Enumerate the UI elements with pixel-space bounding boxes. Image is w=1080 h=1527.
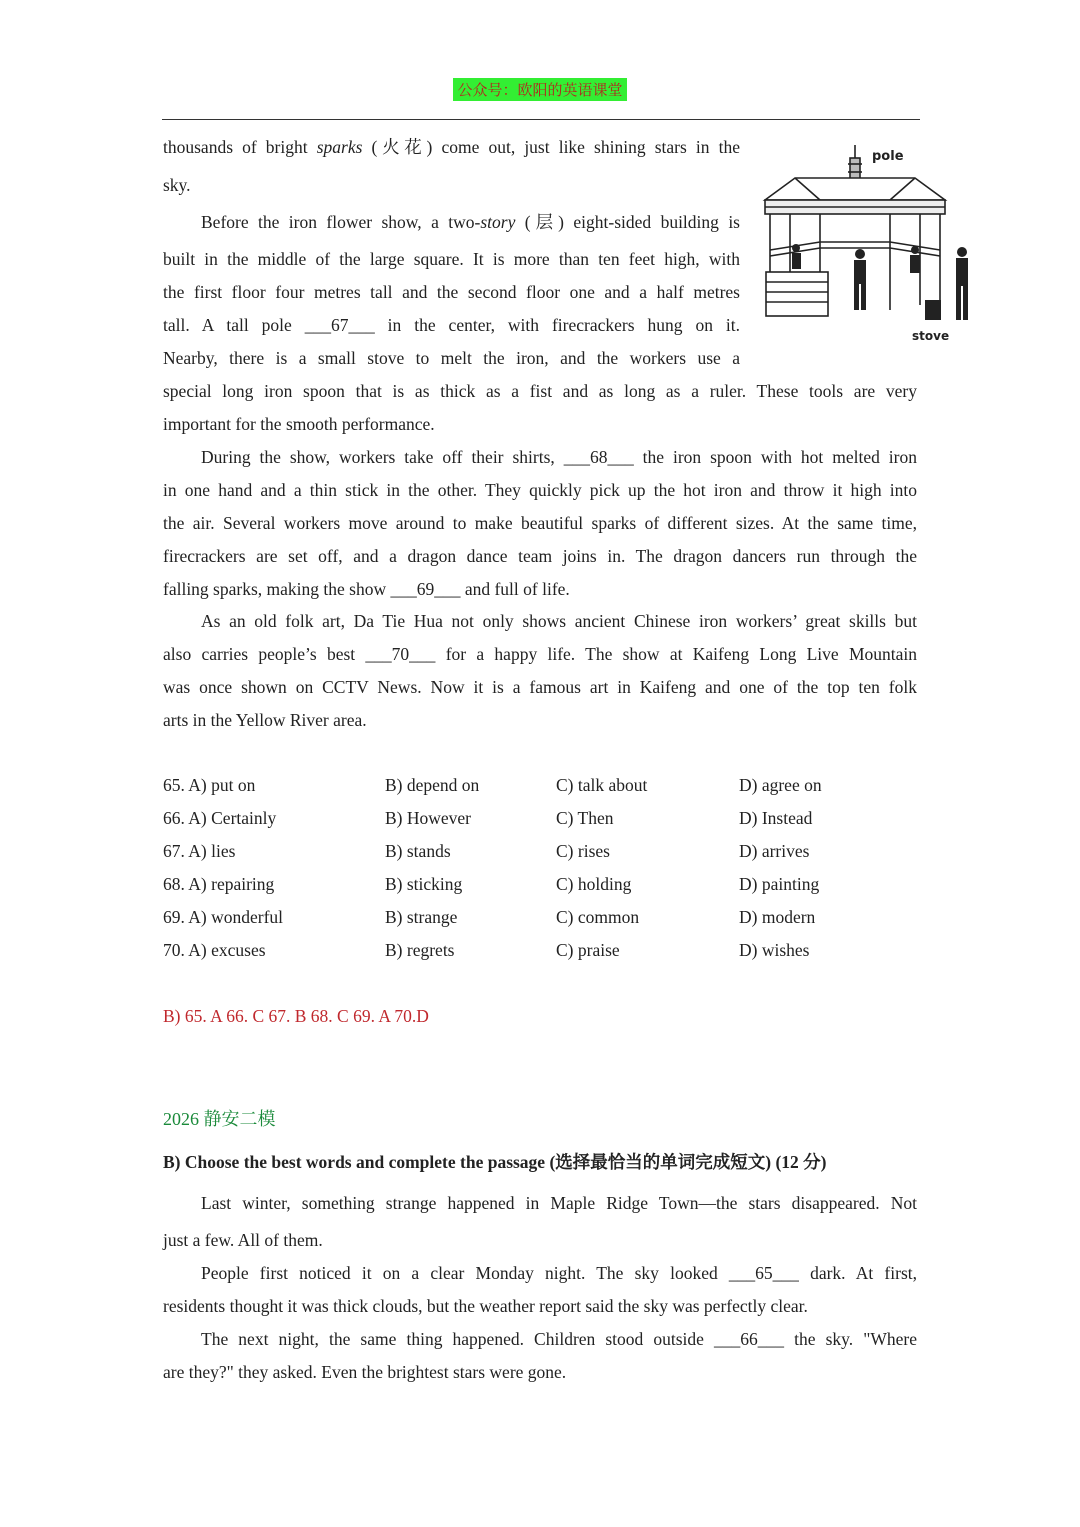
passage2-line: just a few. All of them.: [163, 1230, 323, 1250]
passage-line: the air. Several workers move around to make beautiful sparks of different sizes. At the same time,: [163, 513, 917, 533]
passage-line: sky.: [163, 175, 191, 195]
passage-line: was once shown on CCTV News. Now it is a famous art in Kaifeng and one of the top ten folk: [163, 677, 917, 697]
passage-line: also carries people’s best ___70___ for a happy life. The show at Kaifeng Long Live Mountain: [163, 644, 917, 664]
option-70-b: B) regrets: [385, 940, 455, 960]
passage-line: in one hand and a thin stick in the other. They quickly pick up the hot iron and throw it high into: [163, 480, 917, 500]
header-tag: 公众号：欧阳的英语课堂: [453, 78, 626, 101]
pole-label: pole: [872, 149, 904, 164]
passage2-line: People first noticed it on a clear Monday night. The sky looked ___65___ dark. At first,: [201, 1263, 917, 1283]
option-65-a: 65. A) put on: [163, 775, 256, 795]
option-68-c: C) holding: [556, 874, 632, 894]
passage2-line: are they?" they asked. Even the brightest stars were gone.: [163, 1362, 567, 1382]
option-66-a: 66. A) Certainly: [163, 808, 277, 828]
header: [0, 78, 1080, 101]
option-70-a: 70. A) excuses: [163, 940, 266, 960]
option-67-c: C) rises: [556, 841, 610, 861]
option-69-a: 69. A) wonderful: [163, 907, 284, 927]
option-69-c: C) common: [556, 907, 640, 927]
section-instruction: B) Choose the best words and complete the passage (选择最恰当的单词完成短文) (12 分): [163, 1152, 827, 1172]
passage-line: built in the middle of the large square. It is more than ten feet high, with: [163, 249, 740, 269]
option-67-b: B) stands: [385, 841, 451, 861]
iron-flower-pavilion-illustration: [760, 140, 980, 345]
passage-line: arts in the Yellow River area.: [163, 710, 367, 730]
option-68-d: D) painting: [739, 874, 820, 894]
option-69-b: B) strange: [385, 907, 458, 927]
option-66-c: C) Then: [556, 808, 614, 828]
option-69-d: D) modern: [739, 907, 816, 927]
passage2-line: Last winter, something strange happened in Maple Ridge Town—the stars disappeared. Not: [201, 1193, 917, 1213]
answer-key: B) 65. A 66. C 67. B 68. C 69. A 70.D: [163, 1006, 429, 1026]
option-70-d: D) wishes: [739, 940, 810, 960]
option-68-b: B) sticking: [385, 874, 463, 894]
option-65-c: C) talk about: [556, 775, 648, 795]
passage-line: important for the smooth performance.: [163, 414, 435, 434]
section-source: 2026 静安二模: [163, 1109, 276, 1129]
option-66-d: D) Instead: [739, 808, 813, 828]
passage-line: Nearby, there is a small stove to melt the iron, and the workers use a: [163, 348, 740, 368]
option-67-d: D) arrives: [739, 841, 810, 861]
option-66-b: B) However: [385, 808, 472, 828]
passage-line: During the show, workers take off their shirts, ___68___ the iron spoon with hot melted iron: [201, 447, 917, 467]
passage-line: thousands of bright sparks (火花) come out, just like shining stars in the: [163, 137, 740, 157]
passage-line: As an old folk art, Da Tie Hua not only shows ancient Chinese iron workers’ great skills but: [201, 611, 917, 631]
option-65-b: B) depend on: [385, 775, 480, 795]
passage-line: tall. A tall pole ___67___ in the center, with firecrackers hung on it.: [163, 315, 740, 335]
passage2-line: The next night, the same thing happened. Children stood outside ___66___ the sky. "Where: [201, 1329, 917, 1349]
option-68-a: 68. A) repairing: [163, 874, 275, 894]
passage-line: falling sparks, making the show ___69___ and full of life.: [163, 579, 570, 599]
option-65-d: D) agree on: [739, 775, 822, 795]
passage-line: Before the iron flower show, a two-story (层) eight-sided building is: [201, 212, 740, 232]
passage-line: the first floor four metres tall and the second floor one and a half metres: [163, 282, 740, 302]
passage2-line: residents thought it was thick clouds, but the weather report said the sky was perfectly clear.: [163, 1296, 808, 1316]
passage-line: firecrackers are set off, and a dragon dance team joins in. The dragon dancers run through the: [163, 546, 917, 566]
option-67-a: 67. A) lies: [163, 841, 236, 861]
header-rule: [162, 119, 920, 120]
stove-label: stove: [912, 329, 950, 343]
passage-line: special long iron spoon that is as thick as a fist and as long as a ruler. These tools are very: [163, 381, 917, 401]
option-70-c: C) praise: [556, 940, 620, 960]
